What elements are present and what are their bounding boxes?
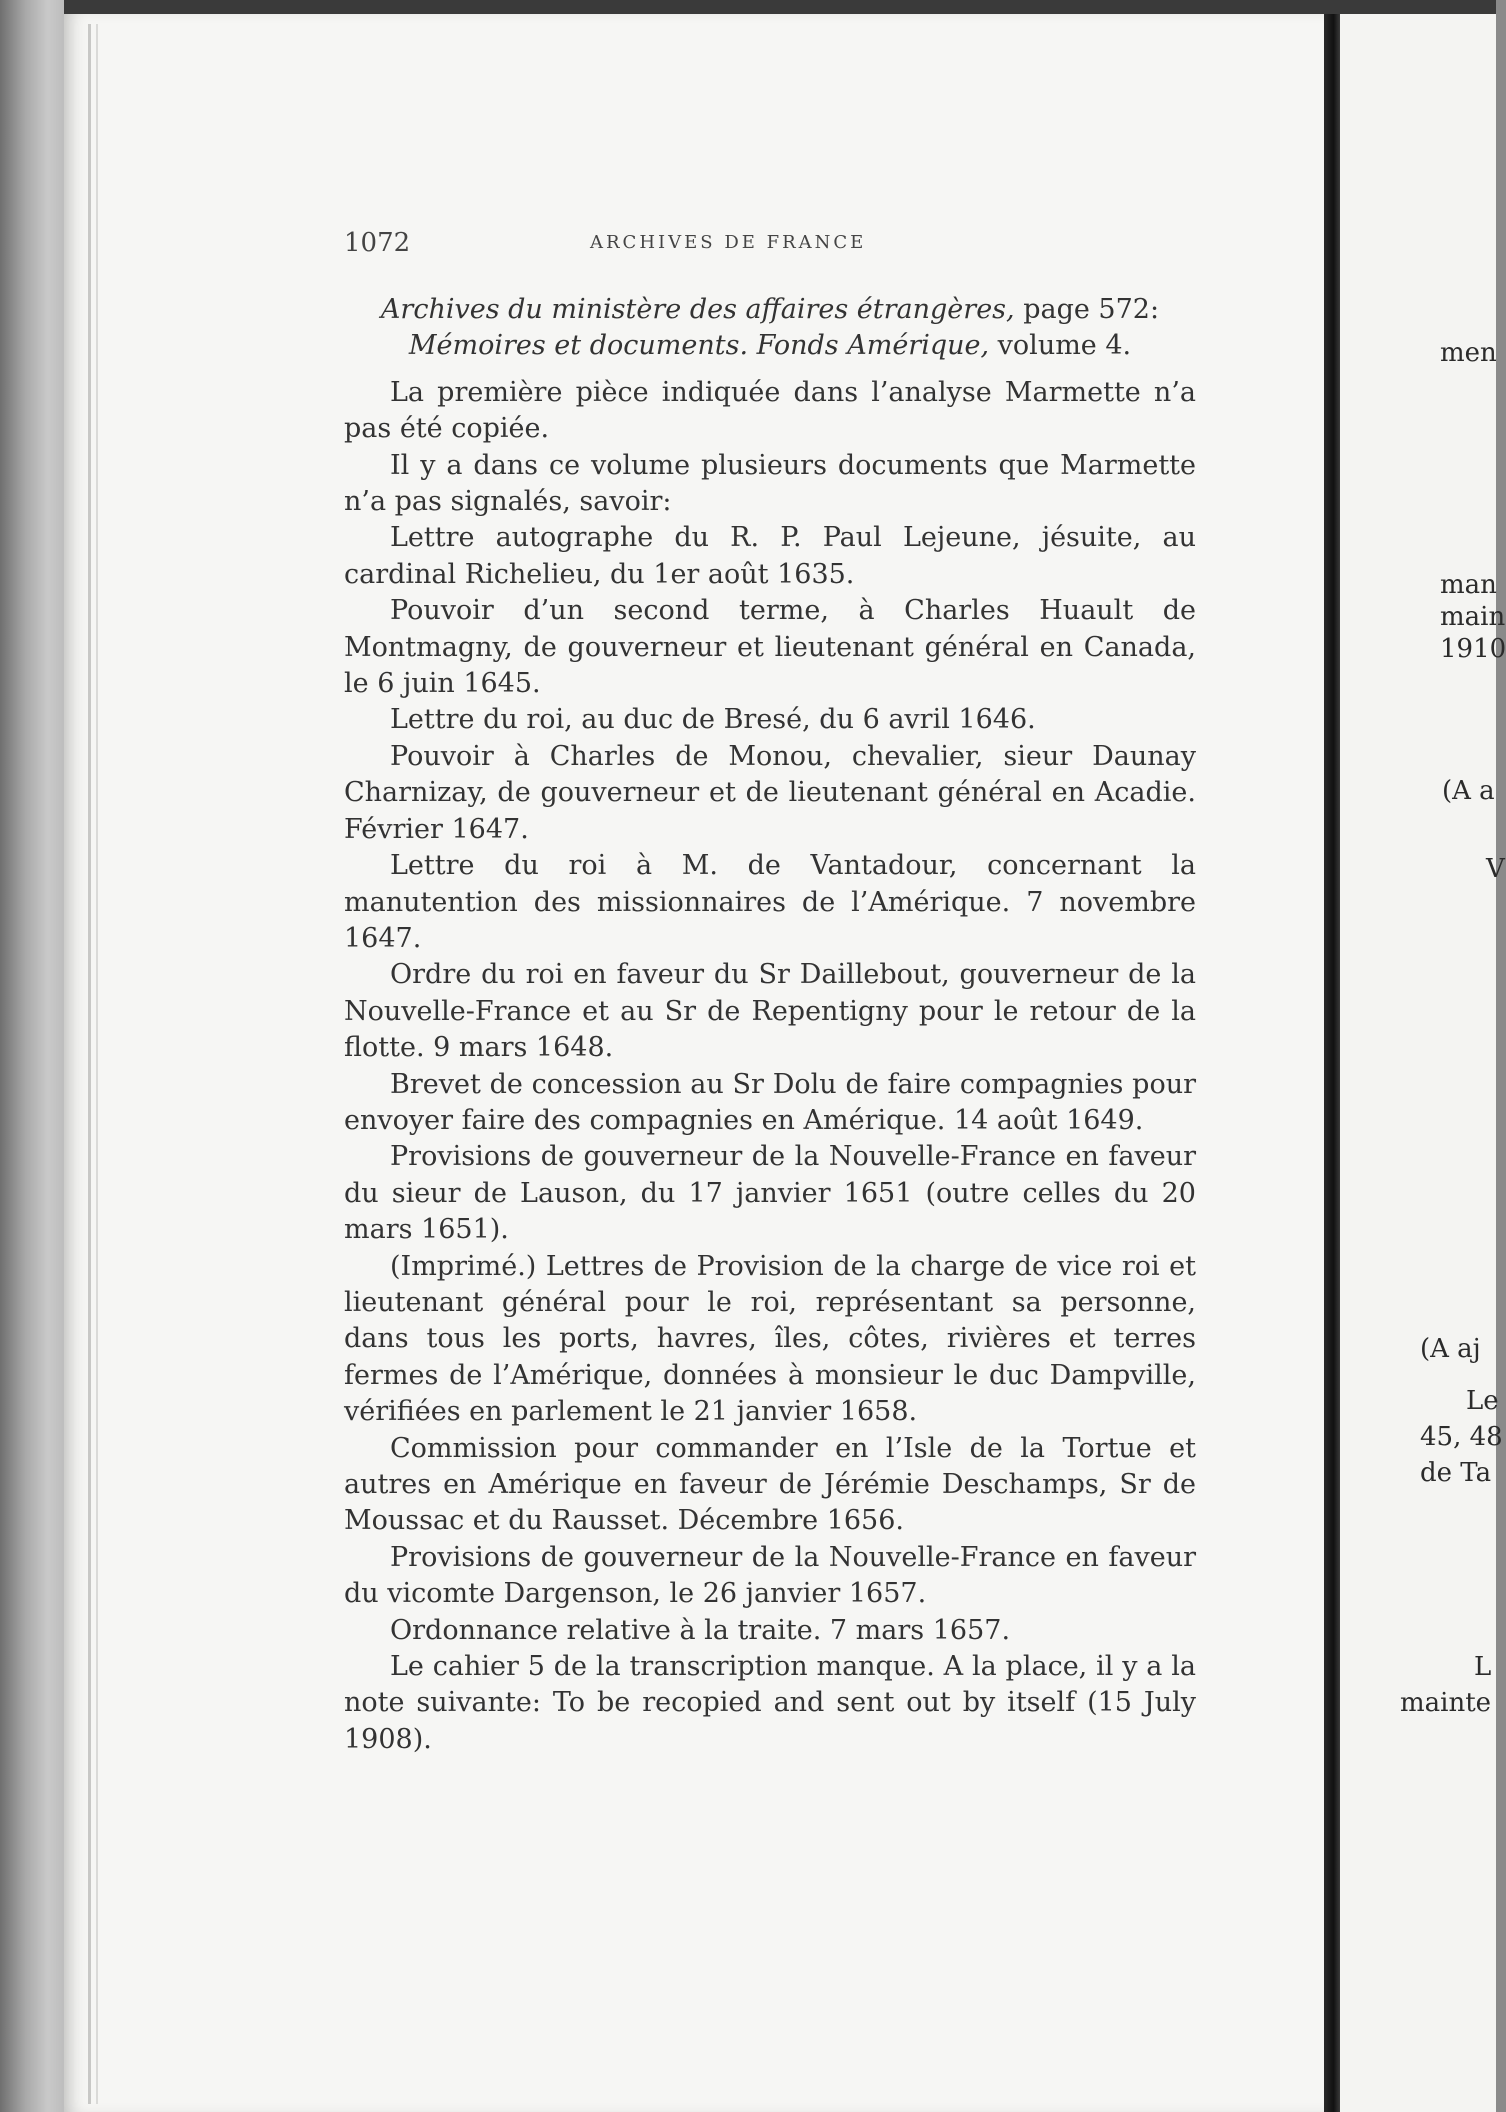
fragment-line: (A a xyxy=(1442,776,1495,806)
paragraph: Lettre autographe du R. P. Paul Lejeune, jésuite, au cardinal Richelieu, du 1er août 1635. xyxy=(344,522,1196,590)
book-gutter xyxy=(1324,14,1340,2112)
paragraph: Il y a dans ce volume plusieurs documents que Marmette n’a pas signalés, savoir: xyxy=(344,449,1196,518)
paragraph: Pouvoir d’un second terme, à Charles Huault de Montmagny, de gouverneur et lieutenant général en Canada, le 6 juin 1645. xyxy=(344,595,1196,700)
running-title: ARCHIVES DE FRANCE xyxy=(590,232,867,253)
page-stack-line xyxy=(88,24,91,2104)
source-line-part4: volume 4. xyxy=(989,330,1132,362)
paragraph: Lettre du roi à M. de Vantadour, concernant la manutention des missionnaires de l’Amérique. 7 novembre 1647. xyxy=(344,850,1196,954)
paragraph: La première pièce indiquée dans l’analyse Marmette n’a pas été copiée. xyxy=(344,376,1196,445)
paragraph: Ordre du roi en faveur du Sr Daillebout, gouverneur de la Nouvelle-France et au Sr de Repentigny pour le retour de la flotte. 9 mars 1648. xyxy=(344,959,1196,1064)
source-line-part3: Mémoires et documents. Fonds Amérique, xyxy=(408,330,990,362)
paragraph: Provisions de gouverneur de la Nouvelle-France en faveur du vicomte Dargenson, le 26 janvier 1657. xyxy=(344,1541,1196,1610)
fragment-line: Le xyxy=(1466,1386,1499,1416)
book-edge xyxy=(0,0,64,2112)
page-body xyxy=(344,292,1196,1758)
source-line-part1: Archives du ministère des affaires étrangères, xyxy=(380,294,1015,325)
fragment-line: de Ta xyxy=(1420,1458,1492,1488)
paragraph: Le cahier 5 de la transcription manque. A la place, il y a la note suivante: To be recopied and sent out by itself (15 July 1908). xyxy=(344,1651,1196,1755)
source-line-part2: page 572: xyxy=(1014,294,1160,325)
scan-top-border xyxy=(0,0,1496,14)
paragraph: (Imprimé.) Lettres de Provision de la charge de vice roi et lieutenant général pour le roi, représentant sa personne, dans tous les ports, havres, îles, côtes, rivières et terres fermes de l’Amérique, données à monsieur le duc Dampville, vérifiées en parlement le 21 janvier 1658. xyxy=(344,1250,1196,1428)
paragraph: Pouvoir à Charles de Monou, chevalier, sieur Daunay Charnizay, de gouverneur et de lieutenant général en Acadie. Février 1647. xyxy=(344,740,1196,845)
fragment-line: men xyxy=(1440,338,1497,368)
right-page-fragment xyxy=(1340,14,1506,2112)
paragraph: Lettre du roi, au duc de Bresé, du 6 avril 1646. xyxy=(390,704,1036,736)
page-stack-line-2 xyxy=(96,24,98,2104)
fragment-line: V xyxy=(1486,854,1505,884)
fragment-line: (A aj xyxy=(1420,1334,1481,1364)
fragment-line: 45, 48 xyxy=(1420,1422,1503,1452)
page-number: 1072 xyxy=(344,228,411,258)
source-line xyxy=(344,292,1196,365)
fragment-line: main xyxy=(1440,602,1506,632)
fragment-line: 1910 xyxy=(1440,634,1506,664)
paragraph: Commission pour commander en l’Isle de la Tortue et autres en Amérique en faveur de Jérémie Deschamps, Sr de Moussac et du Rausset. Décembre 1656. xyxy=(344,1432,1196,1537)
paragraph: Provisions de gouverneur de la Nouvelle-France en faveur du sieur de Lauson, du 17 janvier 1651 (outre celles du 20 mars 1651). xyxy=(344,1141,1196,1246)
fragment-line: L xyxy=(1474,1652,1492,1682)
page-header xyxy=(344,228,1196,268)
paragraph: Ordonnance relative à la traite. 7 mars 1657. xyxy=(390,1614,1011,1646)
fragment-line: man xyxy=(1440,570,1497,600)
fragment-line: mainte xyxy=(1400,1688,1492,1718)
paragraph: Brevet de concession au Sr Dolu de faire compagnies pour envoyer faire des compagnies en Amérique. 14 août 1649. xyxy=(344,1068,1196,1136)
